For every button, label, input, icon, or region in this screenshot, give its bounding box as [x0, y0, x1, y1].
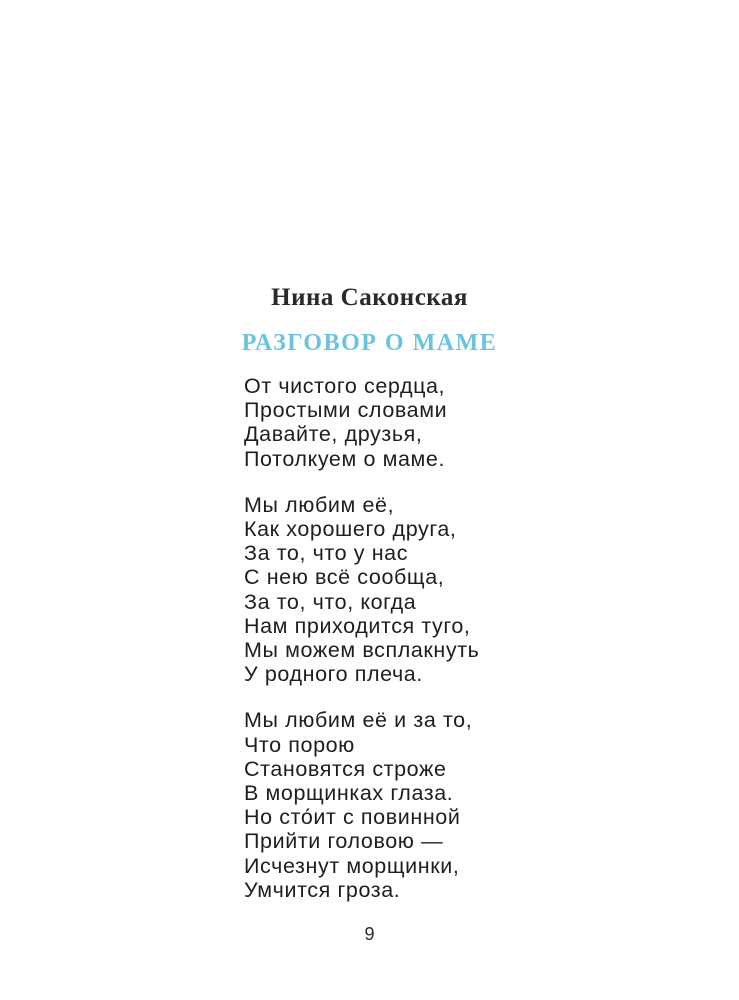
stanza-2: [244, 493, 479, 687]
poem-line: За то, что, когда: [244, 589, 417, 614]
poem-line: Становятся строже: [244, 756, 447, 781]
poem-line: Мы любим её,: [244, 492, 395, 517]
poem-line: Исчезнут морщинки,: [244, 853, 460, 878]
poem-title: РАЗГОВОР О МАМЕ: [241, 330, 498, 356]
poem-line: Как хорошего друга,: [244, 517, 457, 542]
stanza-3: [244, 708, 479, 902]
poem-line: Нам приходится туго,: [244, 613, 471, 638]
poem-line: Потолкуем о маме.: [244, 446, 446, 471]
poem-line: Что порою: [244, 732, 355, 757]
poem-line: Прийти головою —: [244, 829, 444, 854]
poem-line: В морщинках глаза.: [244, 781, 454, 806]
poem-line: Мы любим её и за то,: [244, 708, 473, 733]
poem-body: [244, 374, 479, 924]
poem-line: С нею всё сообща,: [244, 565, 445, 590]
poem-line: За то, что у нас: [244, 541, 409, 566]
poem-line: От чистого сердца,: [244, 374, 446, 398]
poem-line: Умчится гроза.: [244, 877, 401, 902]
stanza-1: [244, 374, 479, 471]
poem-line: Но сто́ит с повинной: [244, 805, 461, 830]
poem-line: Давайте, друзья,: [244, 422, 423, 447]
poem-author: Нина Саконская: [271, 284, 468, 311]
poem-line: У родного плеча.: [244, 662, 423, 687]
poem-line: Мы можем всплакнуть: [244, 638, 480, 663]
poem-line: Простыми словами: [244, 398, 448, 423]
page-number: 9: [364, 924, 375, 944]
